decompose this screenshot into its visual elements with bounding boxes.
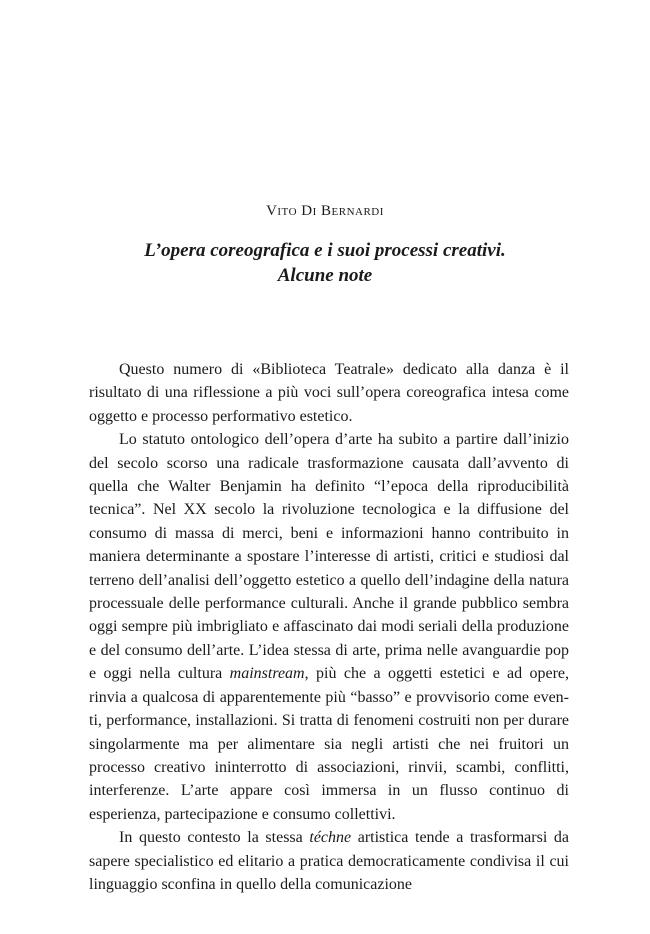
paragraph-1: Questo numero di «Biblioteca Teatrale» dedicato alla danza è il risultato di una riflessione a più voci sull’opera coreografica intesa come oggetto e processo performativo estetico. — [89, 361, 569, 425]
title-line-1: L’opera coreografica e i suoi processi creativi. — [144, 240, 506, 261]
paragraph-2-rest: , più che a oggetti estetici e ad opere, rinvia a qualcosa di apparentemente più “basso” e provvisorio come eventi, performance, installazioni. Si tratta di fenomeni costruiti non per durare singolarmente ma per alimentare sia negli artisti che nei fruitori un processo creativo ininterrotto di associazioni, rinvii, scambi, conflitti, interferenze. L’arte appare così immersa in un flusso continuo di esperienza, partecipazione e consumo collettivi. — [89, 665, 569, 823]
paragraph-3-rest: artistica tende a trasformarsi da sapere specialistico ed elitario a pratica democraticamente condivisa il cui linguaggio sconfina in quello della comunicazione — [89, 829, 570, 893]
article-body — [89, 358, 569, 896]
paragraph-3-text: In questo contesto la stessa — [119, 829, 310, 847]
paragraph-2-text: Lo statuto ontologico dell’opera d’arte ha subito a partire dall’inizio del secolo scorso una radicale trasformazione causata dall’avvento di quella che Walter Benjamin ha definito “l’epoca della riproducibilità tecnica”. Nel XX secolo la rivoluzione tecnologica e la diffusione del consumo di massa di merci, beni e informazioni hanno contribuito in maniera determinante a spostare l’interesse di artisti, critici e studiosi dal terreno dell’analisi dell’oggetto estetico a quello dell’indagine della natura processuale delle performance culturali. Anche il grande pubblico sembra oggi sempre più imbrigliato e affascinato dai modi seriali della produzione e del consumo dell’arte. L’idea stessa di arte, prima nelle avanguardie pop e oggi nella cultura — [89, 431, 569, 683]
article-title — [0, 238, 650, 288]
paragraph-3 — [89, 826, 569, 896]
paragraph-2-italic: mainstream — [229, 665, 305, 683]
paragraph-2 — [89, 428, 569, 826]
author-name: Vito Di Bernardi — [266, 203, 384, 219]
title-line-2: Alcune note — [277, 265, 373, 286]
paragraph-3-italic: téchne — [309, 829, 352, 847]
